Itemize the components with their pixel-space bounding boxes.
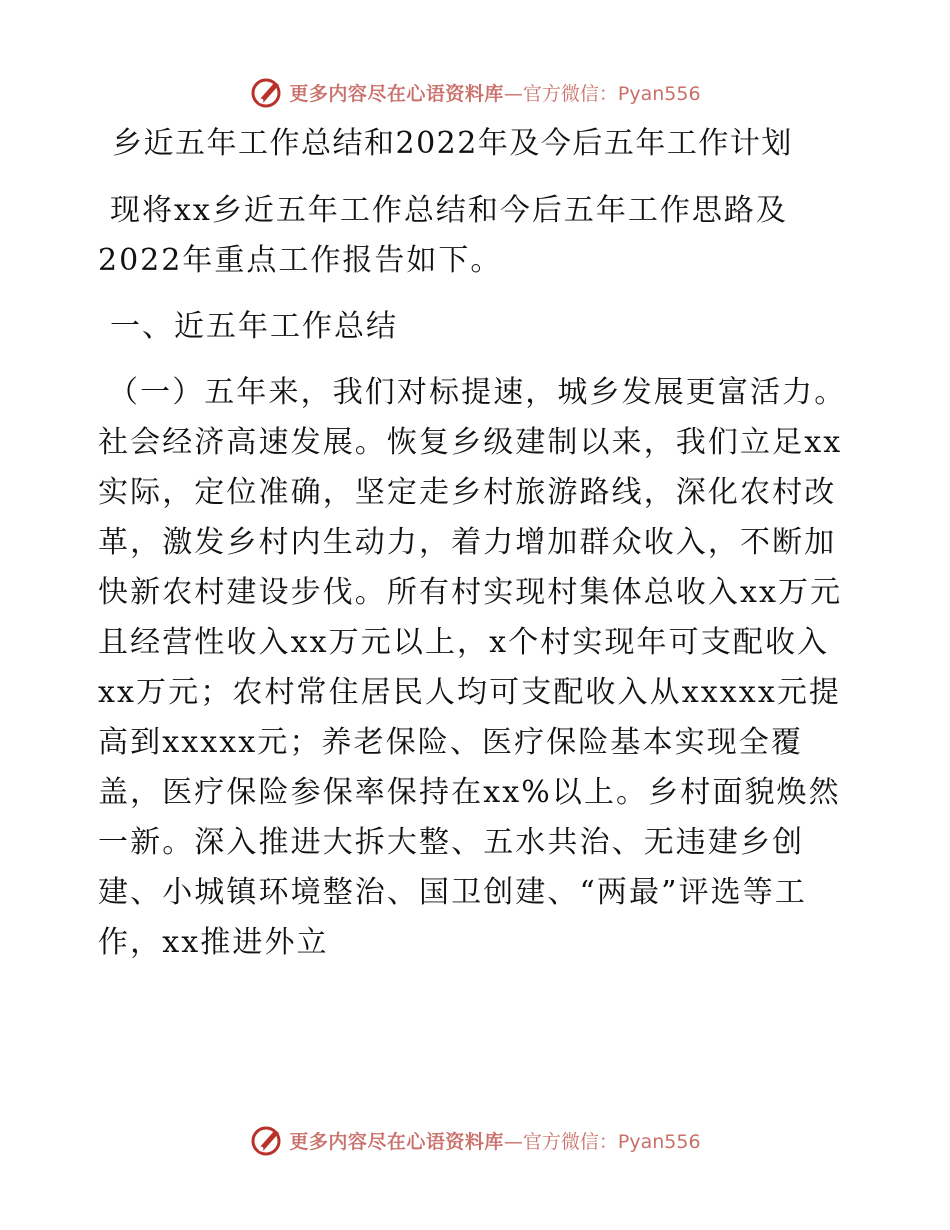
pen-logo-icon <box>249 74 285 110</box>
body-paragraph: （一）五年来，我们对标提速，城乡发展更富活力。社会经济高速发展。恢复乡级建制以来，我们立足xx实际，定位准确，坚定走乡村旅游路线，深化农村改革，激发乡村内生动力，着力增加群众收入，不断加快新农村建设步伐。所有村实现村集体总收入xx万元且经营性收入xx万元以上，x个村实现年可支配收入xx万元；农村常住居民人均可支配收入从xxxxx元提高到xxxxx元；养老保险、医疗保险基本实现全覆盖，医疗保险参保率保持在xx%以上。乡村面貌焕然一新。深入推进大拆大整、五水共治、无违建乡创建、小城镇环境整治、国卫创建、“两最”评选等工作，xx推进外立 <box>98 375 847 960</box>
pen-logo-icon <box>249 1122 285 1158</box>
footer-banner <box>0 1120 950 1160</box>
header-banner <box>0 72 950 112</box>
banner-library-text: 更多内容尽在心语资料库 <box>289 1130 504 1153</box>
banner-library-text: 更多内容尽在心语资料库 <box>289 82 504 105</box>
document-title: 乡近五年工作总结和2022年及今后五年工作计划 <box>112 126 793 161</box>
banner-wechat-text: —官方微信：Pyan556 <box>503 1130 701 1153</box>
document-body <box>98 118 858 968</box>
section-heading: 一、近五年工作总结 <box>110 309 398 344</box>
intro-paragraph: 现将xx乡近五年工作总结和今后五年工作思路及2022年重点工作报告如下。 <box>98 193 788 278</box>
banner-wechat-text: —官方微信：Pyan556 <box>503 82 701 105</box>
